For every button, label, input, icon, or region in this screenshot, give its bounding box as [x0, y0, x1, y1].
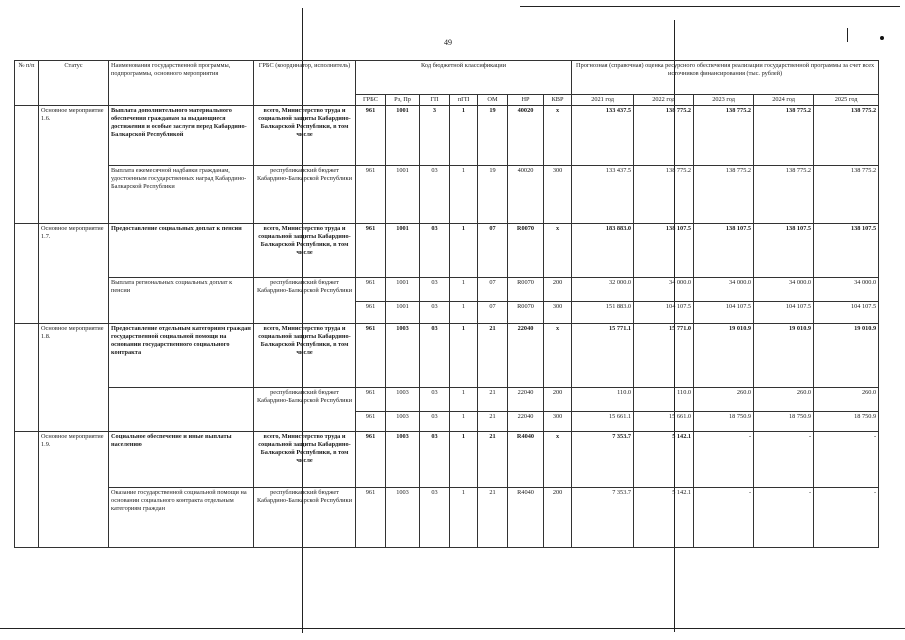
- table-row: [15, 278, 879, 302]
- grbs-cell: всего, Министерство труда и социальной защиты Кабардино-Балкарской Республики, в том числе: [254, 106, 356, 166]
- code-cell: 03: [420, 166, 450, 224]
- header-code-2: ГП: [420, 95, 450, 106]
- amount-cell: 7 353.7: [572, 432, 634, 488]
- status-cell: Основное мероприятие 1.6.: [39, 106, 109, 224]
- header-year-2: 2023 год: [694, 95, 754, 106]
- grbs-cell: всего, Министерство труда и социальной защиты Кабардино-Балкарской Республики, в том числе: [254, 324, 356, 388]
- header-forecast: Прогнозная (справочная) оценка ресурсного обеспечения реализации государственной программы за счет всех источников финансирования (тыс. рублей): [572, 61, 879, 95]
- row-number-cell: [15, 224, 39, 324]
- row-number-cell: [15, 324, 39, 432]
- code-cell: х: [544, 224, 572, 278]
- amount-cell: 19 010.9: [814, 324, 879, 388]
- amount-cell: 183 883.0: [572, 224, 634, 278]
- code-cell: х: [544, 432, 572, 488]
- code-cell: 1001: [386, 224, 420, 278]
- code-cell: 300: [544, 166, 572, 224]
- code-cell: 961: [356, 166, 386, 224]
- code-cell: 07: [478, 278, 508, 302]
- amount-cell: 18 750.9: [694, 412, 754, 432]
- code-cell: 300: [544, 412, 572, 432]
- code-cell: 200: [544, 488, 572, 548]
- status-cell: Основное мероприятие 1.8.: [39, 324, 109, 432]
- code-cell: 961: [356, 302, 386, 324]
- amount-cell: -: [694, 488, 754, 548]
- code-cell: 961: [356, 412, 386, 432]
- header-year-1: 2022 год: [634, 95, 694, 106]
- code-cell: 03: [420, 488, 450, 548]
- table-row: [15, 166, 879, 224]
- table-row: [15, 106, 879, 166]
- code-cell: 03: [420, 388, 450, 412]
- grbs-cell: республиканский бюджет Кабардино-Балкарской Республики: [254, 388, 356, 432]
- header-num: № п/п: [15, 61, 39, 106]
- code-cell: 1: [450, 166, 478, 224]
- table-row: [15, 388, 879, 412]
- amount-cell: -: [754, 488, 814, 548]
- code-cell: 03: [420, 324, 450, 388]
- scan-artifact-line: [520, 6, 900, 7]
- amount-cell: 104 107.5: [754, 302, 814, 324]
- code-cell: 1003: [386, 324, 420, 388]
- amount-cell: 7 353.7: [572, 488, 634, 548]
- code-cell: 07: [478, 302, 508, 324]
- code-cell: R4040: [508, 488, 544, 548]
- amount-cell: 18 750.9: [814, 412, 879, 432]
- code-cell: 21: [478, 488, 508, 548]
- amount-cell: 34 000.0: [634, 278, 694, 302]
- code-cell: R4040: [508, 432, 544, 488]
- code-cell: 961: [356, 488, 386, 548]
- code-cell: 40020: [508, 166, 544, 224]
- code-cell: R0070: [508, 224, 544, 278]
- code-cell: 1: [450, 302, 478, 324]
- code-cell: 1003: [386, 488, 420, 548]
- code-cell: 1001: [386, 106, 420, 166]
- amount-cell: 138 107.5: [694, 224, 754, 278]
- code-cell: 03: [420, 432, 450, 488]
- code-cell: 03: [420, 412, 450, 432]
- code-cell: 1: [450, 224, 478, 278]
- amount-cell: 133 437.5: [572, 166, 634, 224]
- code-cell: 21: [478, 432, 508, 488]
- amount-cell: 34 000.0: [814, 278, 879, 302]
- code-cell: 1: [450, 106, 478, 166]
- header-code-6: КВР: [544, 95, 572, 106]
- name-cell: Предоставление отдельным категориям граждан государственной социальной помощи на основании государственного социального контракта: [109, 324, 254, 388]
- code-cell: 3: [420, 106, 450, 166]
- code-cell: 07: [478, 224, 508, 278]
- header-code-3: пГП: [450, 95, 478, 106]
- amount-cell: 138 775.2: [694, 106, 754, 166]
- amount-cell: 104 107.5: [634, 302, 694, 324]
- code-cell: 21: [478, 412, 508, 432]
- amount-cell: 138 107.5: [634, 224, 694, 278]
- code-cell: 1: [450, 388, 478, 412]
- code-cell: 19: [478, 166, 508, 224]
- code-cell: 03: [420, 302, 450, 324]
- amount-cell: 260.0: [754, 388, 814, 412]
- code-cell: 22040: [508, 388, 544, 412]
- code-cell: 21: [478, 324, 508, 388]
- header-status: Статус: [39, 61, 109, 106]
- header-code-0: ГРБС: [356, 95, 386, 106]
- header-name: Наименования государственной программы, подпрограммы, основного мероприятия: [109, 61, 254, 106]
- amount-cell: 5 142.1: [634, 488, 694, 548]
- name-cell: Выплата дополнительного материального обеспечения гражданам за выдающиеся достижения и особые заслуги перед Кабардино-Балкарской Республикой: [109, 106, 254, 166]
- amount-cell: -: [754, 432, 814, 488]
- amount-cell: 34 000.0: [694, 278, 754, 302]
- code-cell: 19: [478, 106, 508, 166]
- amount-cell: 151 883.0: [572, 302, 634, 324]
- code-cell: 1: [450, 488, 478, 548]
- amount-cell: 133 437.5: [572, 106, 634, 166]
- amount-cell: 19 010.9: [694, 324, 754, 388]
- header-year-0: 2021 год: [572, 95, 634, 106]
- code-cell: 300: [544, 302, 572, 324]
- name-cell: Предоставление социальных доплат к пенсии: [109, 224, 254, 278]
- code-cell: 961: [356, 432, 386, 488]
- code-cell: 961: [356, 278, 386, 302]
- amount-cell: 110.0: [634, 388, 694, 412]
- amount-cell: 104 107.5: [694, 302, 754, 324]
- scan-artifact-line: [0, 628, 905, 629]
- name-cell: Выплата ежемесячной надбавки гражданам, удостоенным государственных наград Кабардино-Балкарской Республики: [109, 166, 254, 224]
- amount-cell: 260.0: [694, 388, 754, 412]
- code-cell: 1: [450, 432, 478, 488]
- amount-cell: 138 775.2: [634, 166, 694, 224]
- grbs-cell: всего, Министерство труда и социальной защиты Кабардино-Балкарской Республики, в том числе: [254, 432, 356, 488]
- grbs-cell: республиканский бюджет Кабардино-Балкарской Республики: [254, 278, 356, 324]
- header-year-3: 2024 год: [754, 95, 814, 106]
- amount-cell: 138 775.2: [634, 106, 694, 166]
- code-cell: х: [544, 324, 572, 388]
- amount-cell: 138 775.2: [814, 166, 879, 224]
- scan-artifact-line: [847, 28, 848, 42]
- table-row: [15, 432, 879, 488]
- amount-cell: 138 775.2: [754, 166, 814, 224]
- row-number-cell: [15, 106, 39, 224]
- table-row: [15, 488, 879, 548]
- table-row: [15, 224, 879, 278]
- amount-cell: 15 661.1: [572, 412, 634, 432]
- code-cell: 961: [356, 106, 386, 166]
- code-cell: х: [544, 106, 572, 166]
- name-cell: [109, 388, 254, 432]
- header-code-1: Рз, Пр: [386, 95, 420, 106]
- code-cell: 1: [450, 278, 478, 302]
- amount-cell: 260.0: [814, 388, 879, 412]
- amount-cell: 138 775.2: [754, 106, 814, 166]
- amount-cell: 18 750.9: [754, 412, 814, 432]
- code-cell: 22040: [508, 412, 544, 432]
- code-cell: R0070: [508, 302, 544, 324]
- code-cell: 03: [420, 224, 450, 278]
- code-cell: 961: [356, 324, 386, 388]
- amount-cell: 32 000.0: [572, 278, 634, 302]
- name-cell: Социальное обеспечение и иные выплаты населению: [109, 432, 254, 488]
- amount-cell: 15 661.0: [634, 412, 694, 432]
- code-cell: 1003: [386, 432, 420, 488]
- amount-cell: 138 775.2: [694, 166, 754, 224]
- code-cell: 1001: [386, 278, 420, 302]
- code-cell: 40020: [508, 106, 544, 166]
- code-cell: 03: [420, 278, 450, 302]
- amount-cell: 15 771.0: [634, 324, 694, 388]
- amount-cell: -: [814, 488, 879, 548]
- page-number: 49: [444, 38, 452, 47]
- code-cell: 1001: [386, 302, 420, 324]
- amount-cell: 15 771.1: [572, 324, 634, 388]
- amount-cell: 19 010.9: [754, 324, 814, 388]
- scan-dot: [880, 36, 884, 40]
- code-cell: 1001: [386, 166, 420, 224]
- header-grbs: ГРБС (координатор, исполнитель): [254, 61, 356, 106]
- amount-cell: 138 775.2: [814, 106, 879, 166]
- amount-cell: 104 107.5: [814, 302, 879, 324]
- code-cell: 1: [450, 324, 478, 388]
- header-code-group: Код бюджетной классификации: [356, 61, 572, 95]
- status-cell: Основное мероприятие 1.7.: [39, 224, 109, 324]
- code-cell: 1003: [386, 412, 420, 432]
- code-cell: 22040: [508, 324, 544, 388]
- budget-table: [14, 60, 879, 548]
- header-code-5: НР: [508, 95, 544, 106]
- amount-cell: 138 107.5: [814, 224, 879, 278]
- header-year-4: 2025 год: [814, 95, 879, 106]
- row-number-cell: [15, 432, 39, 548]
- table-row: [15, 324, 879, 388]
- grbs-cell: республиканский бюджет Кабардино-Балкарской Республики: [254, 166, 356, 224]
- amount-cell: 34 000.0: [754, 278, 814, 302]
- amount-cell: 110.0: [572, 388, 634, 412]
- code-cell: 961: [356, 224, 386, 278]
- amount-cell: -: [694, 432, 754, 488]
- amount-cell: 5 142.1: [634, 432, 694, 488]
- name-cell: Выплата региональных социальных доплат к пенсии: [109, 278, 254, 324]
- grbs-cell: всего, Министерство труда и социальной защиты Кабардино-Балкарской Республики, в том числе: [254, 224, 356, 278]
- code-cell: 1: [450, 412, 478, 432]
- header-code-4: ОМ: [478, 95, 508, 106]
- code-cell: 200: [544, 278, 572, 302]
- status-cell: Основное мероприятие 1.9.: [39, 432, 109, 548]
- amount-cell: -: [814, 432, 879, 488]
- code-cell: 1003: [386, 388, 420, 412]
- code-cell: 21: [478, 388, 508, 412]
- name-cell: Оказание государственной социальной помощи на основании социального контракта отдельным категориям граждан: [109, 488, 254, 548]
- amount-cell: 138 107.5: [754, 224, 814, 278]
- code-cell: 961: [356, 388, 386, 412]
- code-cell: 200: [544, 388, 572, 412]
- grbs-cell: республиканский бюджет Кабардино-Балкарской Республики: [254, 488, 356, 548]
- code-cell: R0070: [508, 278, 544, 302]
